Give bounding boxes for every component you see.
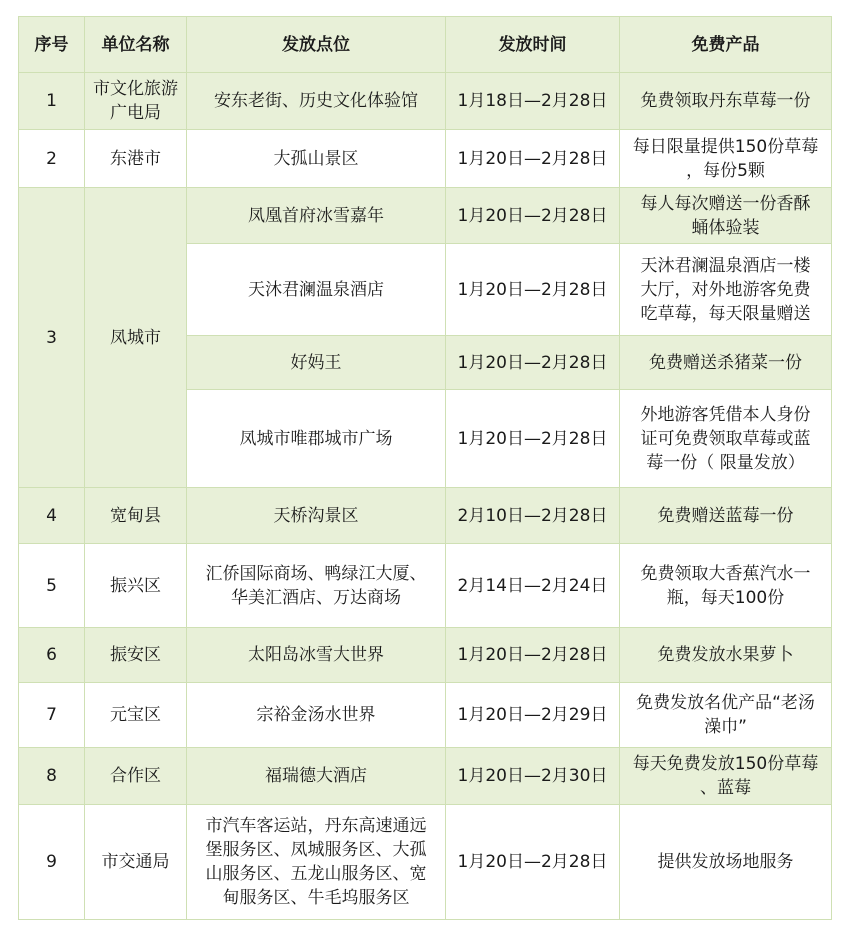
cell-place: 天桥沟景区 bbox=[187, 488, 446, 544]
table-row bbox=[19, 628, 832, 683]
cell-product: 免费赠送杀猪菜一份 bbox=[620, 336, 832, 390]
cell-no: 5 bbox=[19, 544, 85, 628]
cell-product: 每天免费发放150份草莓 、蓝莓 bbox=[620, 748, 832, 805]
cell-place: 天沐君澜温泉酒店 bbox=[187, 244, 446, 336]
cell-time: 2月10日—2月28日 bbox=[446, 488, 620, 544]
cell-no: 7 bbox=[19, 683, 85, 748]
table-row bbox=[19, 188, 832, 244]
header-place: 发放点位 bbox=[187, 17, 446, 73]
cell-place: 好妈王 bbox=[187, 336, 446, 390]
cell-place: 凤城市唯郡城市广场 bbox=[187, 390, 446, 488]
table-row bbox=[19, 130, 832, 188]
cell-time: 1月20日—2月28日 bbox=[446, 336, 620, 390]
cell-unit: 宽甸县 bbox=[85, 488, 187, 544]
cell-unit: 元宝区 bbox=[85, 683, 187, 748]
cell-product: 每人每次赠送一份香酥 蛹体验装 bbox=[620, 188, 832, 244]
cell-place: 宗裕金汤水世界 bbox=[187, 683, 446, 748]
table-row bbox=[19, 683, 832, 748]
cell-product: 外地游客凭借本人身份 证可免费领取草莓或蓝 莓一份（ 限量发放） bbox=[620, 390, 832, 488]
cell-unit: 东港市 bbox=[85, 130, 187, 188]
cell-product: 免费发放名优产品“老汤 澡巾” bbox=[620, 683, 832, 748]
cell-no: 6 bbox=[19, 628, 85, 683]
header-unit: 单位名称 bbox=[85, 17, 187, 73]
cell-product: 免费领取丹东草莓一份 bbox=[620, 73, 832, 130]
cell-product: 每日限量提供150份草莓 ，每份5颗 bbox=[620, 130, 832, 188]
table-row bbox=[19, 73, 832, 130]
cell-place: 福瑞德大酒店 bbox=[187, 748, 446, 805]
cell-unit: 市交通局 bbox=[85, 805, 187, 920]
cell-product: 免费领取大香蕉汽水一 瓶，每天100份 bbox=[620, 544, 832, 628]
cell-place: 汇侨国际商场、鸭绿江大厦、 华美汇酒店、万达商场 bbox=[187, 544, 446, 628]
cell-product: 天沐君澜温泉酒店一楼 大厅，对外地游客免费 吃草莓，每天限量赠送 bbox=[620, 244, 832, 336]
cell-product: 提供发放场地服务 bbox=[620, 805, 832, 920]
cell-time: 1月18日—2月28日 bbox=[446, 73, 620, 130]
cell-place: 太阳岛冰雪大世界 bbox=[187, 628, 446, 683]
cell-no: 8 bbox=[19, 748, 85, 805]
cell-unit: 凤城市 bbox=[85, 188, 187, 488]
cell-no: 9 bbox=[19, 805, 85, 920]
cell-time: 1月20日—2月29日 bbox=[446, 683, 620, 748]
cell-unit: 振安区 bbox=[85, 628, 187, 683]
cell-time: 2月14日—2月24日 bbox=[446, 544, 620, 628]
cell-time: 1月20日—2月30日 bbox=[446, 748, 620, 805]
cell-place: 市汽车客运站，丹东高速通远 堡服务区、凤城服务区、大孤 山服务区、五龙山服务区、宽 甸服务区、牛毛坞服务区 bbox=[187, 805, 446, 920]
cell-time: 1月20日—2月28日 bbox=[446, 188, 620, 244]
cell-time: 1月20日—2月28日 bbox=[446, 805, 620, 920]
cell-time: 1月20日—2月28日 bbox=[446, 130, 620, 188]
table-row bbox=[19, 748, 832, 805]
cell-place: 安东老街、历史文化体验馆 bbox=[187, 73, 446, 130]
cell-unit: 振兴区 bbox=[85, 544, 187, 628]
header-product: 免费产品 bbox=[620, 17, 832, 73]
table-row bbox=[19, 488, 832, 544]
cell-product: 免费发放水果萝卜 bbox=[620, 628, 832, 683]
distribution-table bbox=[18, 16, 832, 920]
cell-time: 1月20日—2月28日 bbox=[446, 244, 620, 336]
cell-unit: 市文化旅游 广电局 bbox=[85, 73, 187, 130]
cell-unit: 合作区 bbox=[85, 748, 187, 805]
cell-no: 4 bbox=[19, 488, 85, 544]
cell-time: 1月20日—2月28日 bbox=[446, 628, 620, 683]
header-row bbox=[19, 17, 832, 73]
header-time: 发放时间 bbox=[446, 17, 620, 73]
cell-time: 1月20日—2月28日 bbox=[446, 390, 620, 488]
cell-no: 1 bbox=[19, 73, 85, 130]
cell-no: 3 bbox=[19, 188, 85, 488]
header-no: 序号 bbox=[19, 17, 85, 73]
table-row bbox=[19, 544, 832, 628]
cell-place: 凤凰首府冰雪嘉年 bbox=[187, 188, 446, 244]
cell-place: 大孤山景区 bbox=[187, 130, 446, 188]
cell-no: 2 bbox=[19, 130, 85, 188]
cell-product: 免费赠送蓝莓一份 bbox=[620, 488, 832, 544]
table-row bbox=[19, 805, 832, 920]
